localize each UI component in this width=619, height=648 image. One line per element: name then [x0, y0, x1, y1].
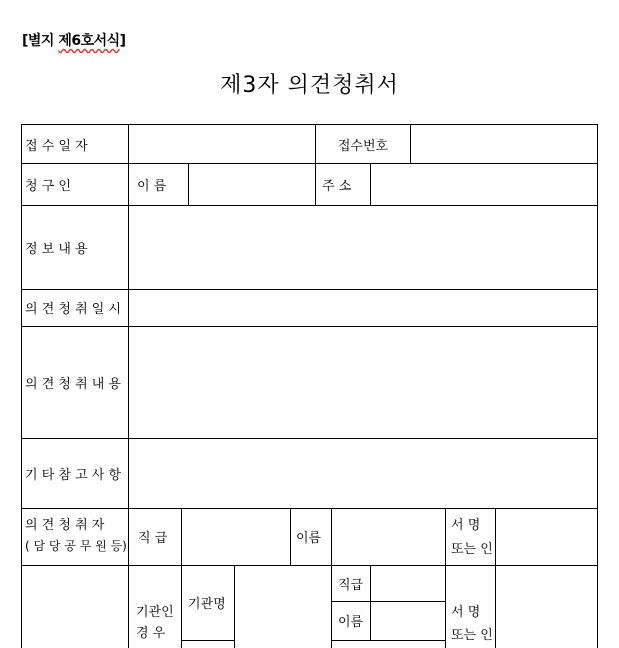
opinion-content-label: 의 견 청 취 내 용	[25, 376, 122, 392]
signature-label: 서 명	[451, 517, 481, 533]
info-content-label: 정 보 내 용	[25, 241, 88, 257]
requester-address-label: 주 소	[322, 179, 352, 194]
institution-name-label: 기관명	[188, 596, 226, 612]
institution-signature-label: 서 명	[451, 604, 481, 620]
signature-sublabel: 또는 인	[451, 541, 493, 557]
requester-address-field[interactable]	[371, 164, 596, 205]
institution-person-name-label: 이름	[338, 615, 364, 630]
form-number-label: [별지 제6호서식]	[22, 33, 126, 49]
requester-label: 청 구 인	[25, 179, 71, 194]
position-field[interactable]	[182, 509, 290, 565]
listener-sublabel: ( 담 당 공 무 원 등)	[25, 538, 127, 553]
opinion-date-field[interactable]	[129, 290, 596, 326]
institution-sublabel: 경 우	[136, 625, 166, 641]
receipt-number-label: 접수번호	[337, 138, 389, 154]
listener-label: 의 견 청 취 자	[25, 517, 105, 533]
opinion-content-field[interactable]	[129, 327, 596, 438]
receipt-date-field[interactable]	[129, 125, 314, 163]
other-notes-field[interactable]	[129, 439, 596, 508]
signature-field[interactable]	[496, 509, 596, 565]
receipt-number-field[interactable]	[411, 125, 596, 163]
position-label: 직 급	[138, 531, 168, 546]
listener-name-field[interactable]	[332, 509, 445, 565]
requester-name-field[interactable]	[189, 164, 314, 205]
institution-signature-sublabel: 또는 인	[451, 627, 493, 643]
opinion-date-label: 의 견 청 취 일 시	[25, 302, 122, 317]
listener-name-label: 이름	[296, 531, 322, 546]
info-content-field[interactable]	[129, 206, 596, 289]
requester-name-label: 이 름	[137, 179, 167, 194]
receipt-date-label: 접 수 일 자	[25, 138, 88, 154]
institution-label: 기관인	[136, 604, 174, 620]
institution-position-label: 직급	[338, 577, 364, 593]
other-notes-label: 기 타 참 고 사 항	[25, 467, 122, 483]
document-title: 제3자 의견청취서	[220, 73, 399, 98]
